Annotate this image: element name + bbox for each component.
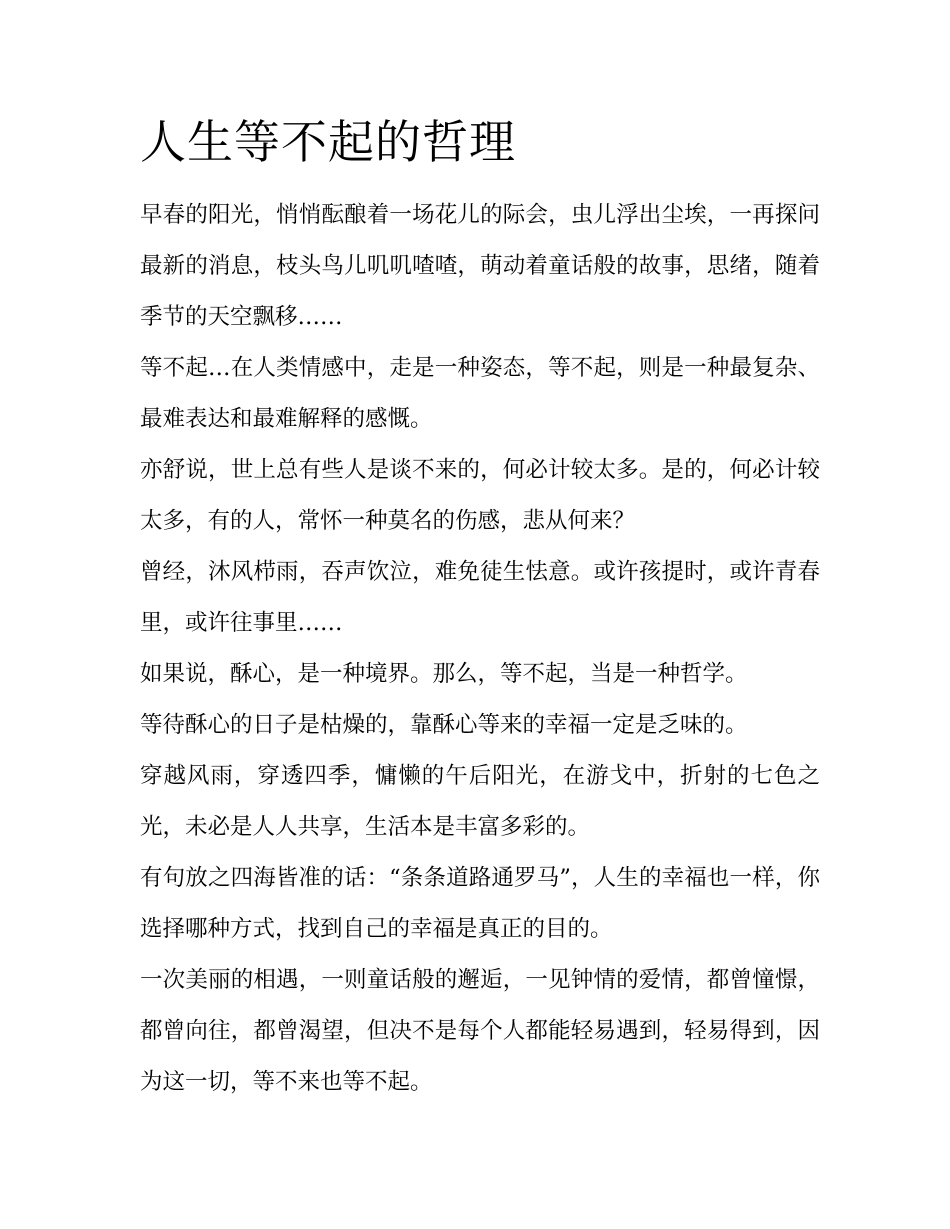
paragraph-8: 有句放之四海皆准的话：“条条道路通罗马”，人生的幸福也一样，你选择哪种方式，找到自己的幸福是真正的目的。 [140,865,820,942]
paragraph-4: 曾经，沐风栉雨，吞声饮泣，难免徒生怯意。或许孩提时，或许青春里，或许往事里…… [140,559,820,636]
paragraph-6: 等待酥心的日子是枯燥的，靠酥心等来的幸福一定是乏味的。 [140,712,748,738]
paragraph-9: 一次美丽的相遇，一则童话般的邂逅，一见钟情的爱情，都曾憧憬，都曾向往，都曾渴望，但决不是每个人都能轻易遇到，轻易得到，因为这一切，等不来也等不起。 [140,967,820,1095]
paragraph-3: 亦舒说，世上总有些人是谈不来的，何必计较太多。是的，何必计较太多，有的人，常怀一种莫名的伤感，悲从何来？ [140,457,820,534]
paragraph-7: 穿越风雨，穿透四季，慵懒的午后阳光，在游戈中，折射的七色之光，未必是人人共享，生活本是丰富多彩的。 [140,763,820,840]
document-page [140,110,820,1108]
paragraph-5: 如果说，酥心，是一种境界。那么，等不起，当是一种哲学。 [140,661,748,687]
document-title: 人生等不起的哲理 [140,115,516,169]
paragraph-1: 早春的阳光，悄悄酝酿着一场花儿的际会，虫儿浮出尘埃，一再探问最新的消息，枝头鸟儿叽叽喳喳，萌动着童话般的故事，思绪，随着季节的天空飘移…… [140,202,820,330]
paragraph-2: 等不起…在人类情感中，走是一种姿态，等不起，则是一种最复杂、最难表达和最难解释的感慨。 [140,355,820,432]
